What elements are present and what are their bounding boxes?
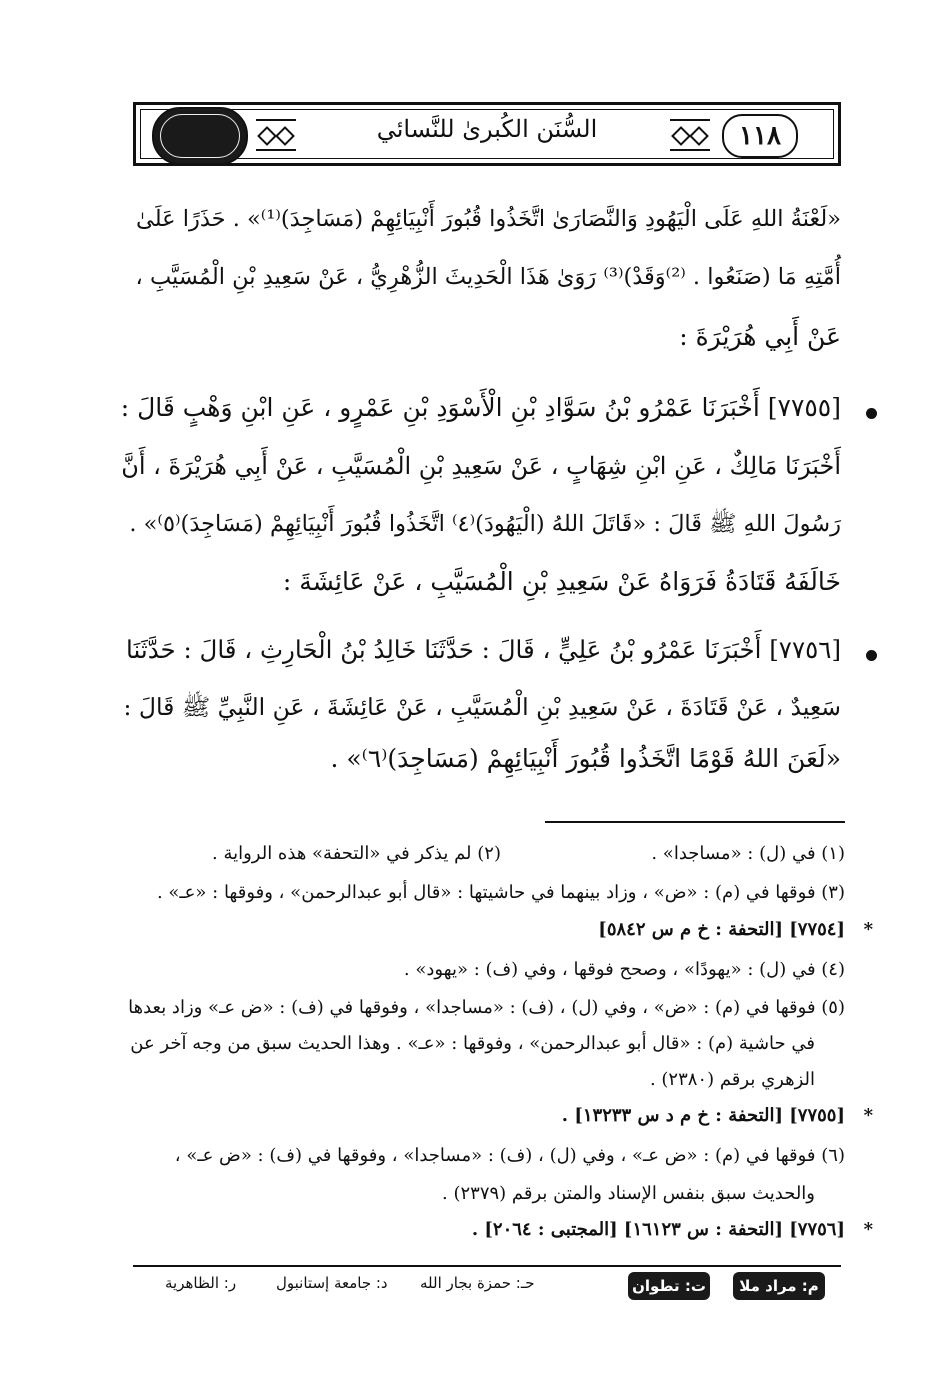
hadith-7756-line-1: [٧٧٥٦] أَخْبَرَنَا عَمْرُو بْنُ عَلِيٍّ ، قَالَ : حَدَّثَنَا خَالِدُ بْنُ الْحَارِثِ ، قَالَ : حَدَّثَنَا [126,635,841,664]
footnote-5-line-1: (٥) فوقها في (م) : «ض» ، وفي (ل) ، (ف) : «مساجدا» ، وفوقها في (ف) : «ض عـ» وزاد بعدها [128,997,845,1018]
ref-7756: [٧٧٥٦] [التحفة : س ١٦١٢٣] [المجتبى : ٢٠٦٤] . [471,1219,845,1240]
hadith-7756-line-2: سَعِيدٌ ، عَنْ قَتَادَةَ ، عَنْ سَعِيدِ بْنِ الْمُسَيَّبِ ، عَنْ عَائِشَةَ ، عَنِ النَّبِيِّ ﷺ قَالَ : [123,693,841,721]
manuscript-label-d: د: جامعة إستانبول [276,1274,388,1292]
manuscript-label-h: حـ: حمزة بجار الله [420,1274,535,1292]
star-icon: * [863,919,873,940]
book-title: السُّنَن الكُبرىٰ للنَّسائي [376,115,598,143]
footnote-5-line-2: في حاشية (م) : «قال أبو عبدالرحمن» ، وفوقها : «عـ» . وهذا الحديث سبق من وجه آخر عن [130,1033,815,1054]
bullet-icon [866,650,877,661]
star-icon: * [863,1105,873,1126]
manuscript-tag-t: ت: تطوان [628,1272,710,1300]
footnote-4: (٤) في (ل) : «يهودًا» ، وصحح فوقها ، وفي (ف) : «يهود» . [403,959,845,980]
footnote-5-line-3: الزهري برقم (٢٣٨٠) . [649,1069,815,1090]
manuscript-tag-m: م: مراد ملا [733,1272,825,1300]
footer-rule [133,1265,841,1267]
hadith-7756-line-3: «لَعَنَ اللهُ قَوْمًا اتَّخَذُوا قُبُورَ أَنْبِيَائِهِمْ (مَسَاجِدَ)⁽٦⁾» . [330,744,841,773]
footnote-3: (٣) فوقها في (م) : «ض» ، وزاد بينهما في حاشيتها : «قال أبو عبدالرحمن» ، وفوقها : «عـ» . [156,882,845,903]
para1-line-3: عَنْ أَبِي هُرَيْرَةَ : [679,322,841,351]
page-header [133,102,841,166]
ref-7754: [٧٧٥٤] [التحفة : خ م س ٥٨٤٢] [598,919,845,940]
hadith-7755-line-1: [٧٧٥٥] أَخْبَرَنَا عَمْرُو بْنُ سَوَّادِ بْنِ الْأَسْوَدِ بْنِ عَمْرٍو ، عَنِ ابْنِ وَهْبٍ قَالَ : [120,393,841,422]
hadith-7755-line-2: أَخْبَرَنَا مَالِكٌ ، عَنِ ابْنِ شِهَابٍ ، عَنْ سَعِيدِ بْنِ الْمُسَيَّبِ ، عَنْ أَبِي هُرَيْرَةَ ، أَنَّ [121,452,841,480]
khalafahu-line: خَالَفَهُ قَتَادَةُ فَرَوَاهُ عَنْ سَعِيدِ بْنِ الْمُسَيَّبِ ، عَنْ عَائِشَةَ : [282,567,841,596]
footnote-separator [545,821,845,823]
footnote-2: (٢) لم يذكر في «التحفة» هذه الرواية . [212,843,501,864]
para1-line-1: «لَعْنَةُ اللهِ عَلَى الْيَهُودِ وَالنَّصَارَىٰ اتَّخَذُوا قُبُورَ أَنْبِيَائِهِمْ (مَسَاجِدَ)⁽¹⁾» . حَذَرًا عَلَىٰ [135,206,841,232]
ornament-icon [256,119,296,151]
para1-line-2: أُمَّتِهِ مَا (صَنَعُوا . ⁽²⁾وَقَدْ)⁽³⁾ رَوَىٰ هَذَا الْحَدِيثَ الزُّهْرِيُّ ، عَنْ سَعِيدِ بْنِ الْمُسَيَّبِ ، [135,264,841,290]
ref-7755: [٧٧٥٥] [التحفة : خ م د س ١٣٢٣٣] . [561,1105,845,1126]
hadith-7755-line-3: رَسُولَ اللهِ ﷺ قَالَ : «قَاتَلَ اللهُ (الْيَهُودَ)⁽٤⁾ اتَّخَذُوا قُبُورَ أَنْبِيَائِهِمْ (مَسَاجِدَ)⁽٥⁾» . [129,511,841,537]
seal-emblem [152,107,248,165]
bullet-icon [866,408,877,419]
manuscript-label-r: ر: الظاهرية [165,1274,237,1292]
footnote-6-line-1: (٦) فوقها في (م) : «ض عـ» ، وفي (ل) ، (ف) : «مساجدا» ، وفوقها في (ف) : «ض عـ» ، [174,1145,845,1166]
star-icon: * [863,1219,873,1240]
footnote-6-line-2: والحديث سبق بنفس الإسناد والمتن برقم (٢٣٧٩) . [442,1183,815,1204]
footnote-1: (١) في (ل) : «مساجدا» . [651,843,845,864]
ornament-icon [670,119,710,151]
page-number: ١١٨ [722,114,798,158]
